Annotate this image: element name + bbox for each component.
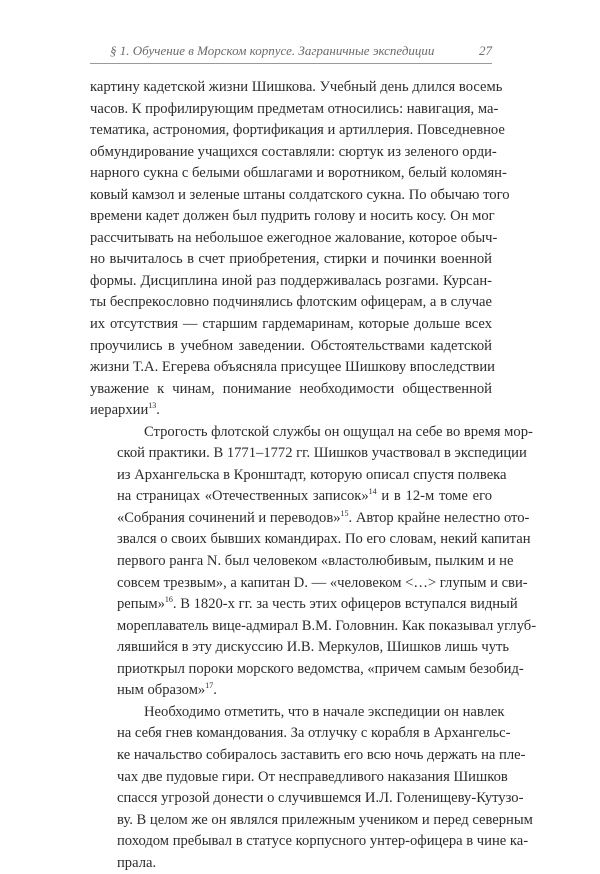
- line-text: Необходимо отметить, что в начале экспедиции он навлек: [144, 703, 505, 720]
- line-text: ву. В целом же он являлся прилежным учеником и перед северным: [117, 811, 533, 828]
- line-text-tail: и в 12-м томе его: [376, 488, 492, 505]
- footnote-marker: 13: [148, 401, 157, 411]
- line-text: их отсутствия — старшим гардемаринам, которые дольше всех: [90, 316, 492, 333]
- text-line: [90, 271, 492, 293]
- line-text: ской практики. В 1771–1772 гг. Шишков участвовал в экспедиции: [117, 445, 527, 462]
- line-text: «Собрания сочинений и переводов»: [117, 509, 341, 526]
- text-line: [90, 573, 528, 595]
- line-text: проучились в учебном заведении. Обстоятельствами кадетской: [90, 337, 492, 354]
- line-text: ным образом»: [117, 682, 206, 699]
- text-line: [90, 249, 492, 271]
- text-line: [90, 99, 499, 121]
- text-line: [90, 206, 495, 228]
- text-line: [90, 659, 524, 681]
- line-text: спасся угрозой донести о случившемся И.Л. Голенищеву-Кутузо-: [117, 790, 524, 807]
- line-text: формы. Дисциплина иной раз поддерживалась розгами. Курсан-: [90, 272, 492, 289]
- text-line: [90, 120, 505, 142]
- paragraph: [90, 77, 510, 422]
- paragraph: [90, 422, 537, 702]
- text-line: [90, 745, 526, 767]
- text-line: [90, 379, 492, 401]
- text-line: [90, 702, 505, 724]
- text-line: [90, 853, 492, 874]
- text-line: [90, 228, 498, 250]
- line-text-tail: .: [156, 402, 160, 419]
- line-text: Строгость флотской службы он ощущал на себе во время мор-: [144, 423, 533, 440]
- line-text: прала.: [117, 854, 157, 871]
- body-text: [90, 77, 537, 874]
- running-title: § 1. Обучение в Морском корпусе. Заграничные экспедиции: [110, 43, 435, 58]
- line-text: ковый камзол и зеленые штаны солдатского сукна. По обычаю того: [90, 186, 510, 203]
- paragraph: [90, 702, 533, 874]
- line-text: на страницах «Отечественных записок»: [117, 488, 369, 505]
- line-text: походом пребывал в статусе корпусного унтер-офицера в чине ка-: [117, 833, 529, 850]
- running-header: [90, 42, 492, 60]
- text-line: [90, 163, 507, 185]
- line-text: лявшийся в эту дискуссию И.В. Меркулов, Шишков лишь чуть: [117, 639, 510, 656]
- line-text: приоткрыл пороки морского ведомства, «причем самым безобид-: [117, 660, 524, 677]
- text-line: [90, 465, 507, 487]
- line-text-tail: . Автор крайне нелестно ото-: [348, 509, 530, 526]
- text-line: [90, 529, 531, 551]
- line-text: ке начальство собиралось заставить его всю ночь держать на пле-: [117, 746, 526, 763]
- line-text: тематика, астрономия, фортификация и артиллерия. Повседневное: [90, 122, 505, 139]
- text-line: [90, 292, 492, 314]
- line-text: чах две пудовые гири. От несправедливого наказания Шишков: [117, 768, 508, 785]
- line-text: совсем трезвым», а капитан D. — «человеком <…> глупым и сви-: [117, 574, 528, 591]
- line-text: первого ранга N. был человеком «властолюбивым, пылким и не: [117, 553, 514, 570]
- text-line: [90, 77, 503, 99]
- footnote-marker: 17: [205, 681, 214, 691]
- text-line: [90, 551, 514, 573]
- header-rule: [90, 63, 492, 64]
- page-number: 27: [479, 43, 492, 58]
- text-line: [90, 486, 492, 508]
- footnote-marker: 16: [164, 595, 173, 605]
- line-text: обмундирование учащихся составляли: сюртук из зеленого орди-: [90, 143, 497, 160]
- footnote-marker: 15: [340, 508, 349, 518]
- line-text: картину кадетской жизни Шишкова. Учебный день длился восемь: [90, 79, 503, 95]
- text-line: [90, 767, 508, 789]
- line-text: звался о своих бывших командирах. По его словам, некий капитан: [117, 531, 531, 548]
- text-line: [90, 357, 495, 379]
- text-line: [90, 422, 533, 444]
- line-text: рассчитывать на небольшое ежегодное жалование, которое обыч-: [90, 229, 498, 246]
- text-line: [90, 185, 510, 207]
- text-line: [90, 142, 497, 164]
- line-text: ты беспрекословно подчинялись флотским офицерам, а в случае: [90, 294, 492, 311]
- line-text-tail: . В 1820-х гг. за честь этих офицеров вступался видный: [172, 596, 518, 613]
- line-text: уважение к чинам, понимание необходимости общественной: [90, 380, 492, 397]
- line-text: на себя гнев командования. За отлучку с корабля в Архангельс-: [117, 725, 511, 742]
- footnote-marker: 14: [368, 487, 377, 497]
- line-text: но вычиталось в счет приобретения, стирки и починки военной: [90, 251, 492, 268]
- text-line: [90, 594, 518, 616]
- text-line: [90, 314, 492, 336]
- line-text: нарного сукна с белыми обшлагами и воротником, белый коломян-: [90, 165, 507, 182]
- line-text: жизни Т.А. Егерева объясняла присущее Шишкову впоследствии: [90, 359, 495, 376]
- line-text: времени кадет должен был пудрить голову и носить косу. Он мог: [90, 208, 495, 225]
- text-line: [90, 336, 492, 358]
- text-line: [90, 400, 492, 422]
- line-text: мореплаватель вице-адмирал В.М. Головнин. Как показывал углуб-: [117, 617, 537, 634]
- line-text: из Архангельска в Кронштадт, которую описал спустя полвека: [117, 466, 507, 483]
- text-line: [90, 723, 511, 745]
- line-text: иерархии: [90, 402, 149, 419]
- line-text: часов. К профилирующим предметам относились: навигация, ма-: [90, 100, 499, 117]
- line-text-tail: .: [213, 682, 217, 699]
- text-line: [90, 788, 524, 810]
- text-line: [90, 680, 492, 702]
- text-line: [90, 810, 533, 832]
- text-line: [90, 443, 527, 465]
- text-line: [90, 508, 530, 530]
- text-line: [90, 616, 537, 638]
- text-line: [90, 831, 529, 853]
- text-line: [90, 637, 510, 659]
- line-text: репым»: [117, 596, 165, 613]
